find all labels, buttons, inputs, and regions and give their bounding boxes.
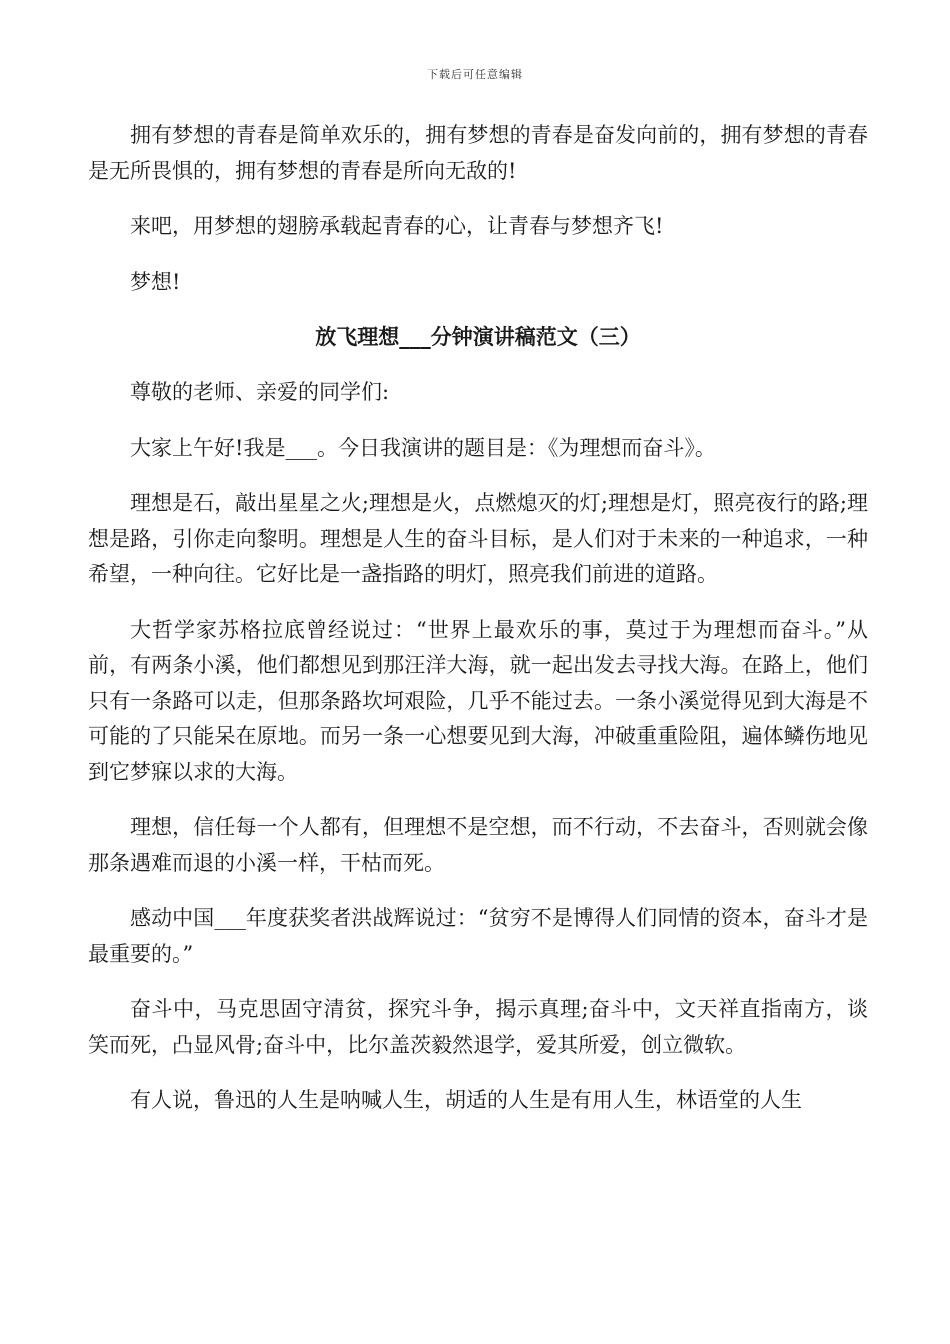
paragraph-dream-exclaim: 梦想!: [130, 269, 181, 294]
section-heading: 放飞理想___分钟演讲稿范文（三）: [315, 325, 641, 349]
paragraph-ideal-action: 理想，信任每一个人都有，但理想不是空想，而不行动，不去奋斗，否则就会像那条遇难而退的小溪一样，干枯而死。: [88, 815, 868, 875]
paragraph-struggle-examples: 奋斗中，马克思固守清贫，探究斗争，揭示真理;奋斗中，文天祥直指南方，谈笑而死，凸显风骨;奋斗中，比尔盖茨毅然退学，爱其所爱，创立微软。: [88, 997, 868, 1057]
paragraph-quote-hong: 感动中国___年度获奖者洪战辉说过：“贫穷不是博得人们同情的资本，奋斗才是最重要的。”: [88, 906, 868, 966]
paragraph-socrates-story: 大哲学家苏格拉底曾经说过：“世界上最欢乐的事，莫过于为理想而奋斗。”从前，有两条小溪，他们都想见到那汪洋大海，就一起出发去寻找大海。在路上，他们只有一条路可以走，但那条路坎坷艰险，几乎不能过去。一条小溪觉得见到大海是不可能的了只能呆在原地。而另一条一心想要见到大海，冲破重重险阻，遍体鳞伤地见到它梦寐以求的大海。: [88, 617, 868, 784]
paragraph-ideal-metaphor: 理想是石，敲出星星之火;理想是火，点燃熄灭的灯;理想是灯，照亮夜行的路;理想是路，引你走向黎明。理想是人生的奋斗目标，是人们对于未来的一种追求，一种希望，一种向往。它好比是一盏指路的明灯，照亮我们前进的道路。: [88, 491, 868, 586]
paragraph-salutation: 尊敬的老师、亲爱的同学们:: [130, 380, 390, 404]
paragraph-greeting: 大家上午好!我是___。今日我演讲的题目是：《为理想而奋斗》。: [130, 435, 716, 460]
document-body: [88, 118, 868, 1139]
paragraph-dream-youth: 拥有梦想的青春是简单欢乐的，拥有梦想的青春是奋发向前的，拥有梦想的青春是无所畏惧的，拥有梦想的青春是所向无敌的!: [88, 123, 868, 183]
paragraph-life-types: 有人说，鲁迅的人生是呐喊人生，胡适的人生是有用人生，林语堂的人生: [130, 1088, 802, 1112]
page-header-note: 下载后可任意编辑: [427, 68, 523, 81]
paragraph-dream-wings: 来吧，用梦想的翅膀承载起青春的心，让青春与梦想齐飞!: [130, 214, 664, 238]
